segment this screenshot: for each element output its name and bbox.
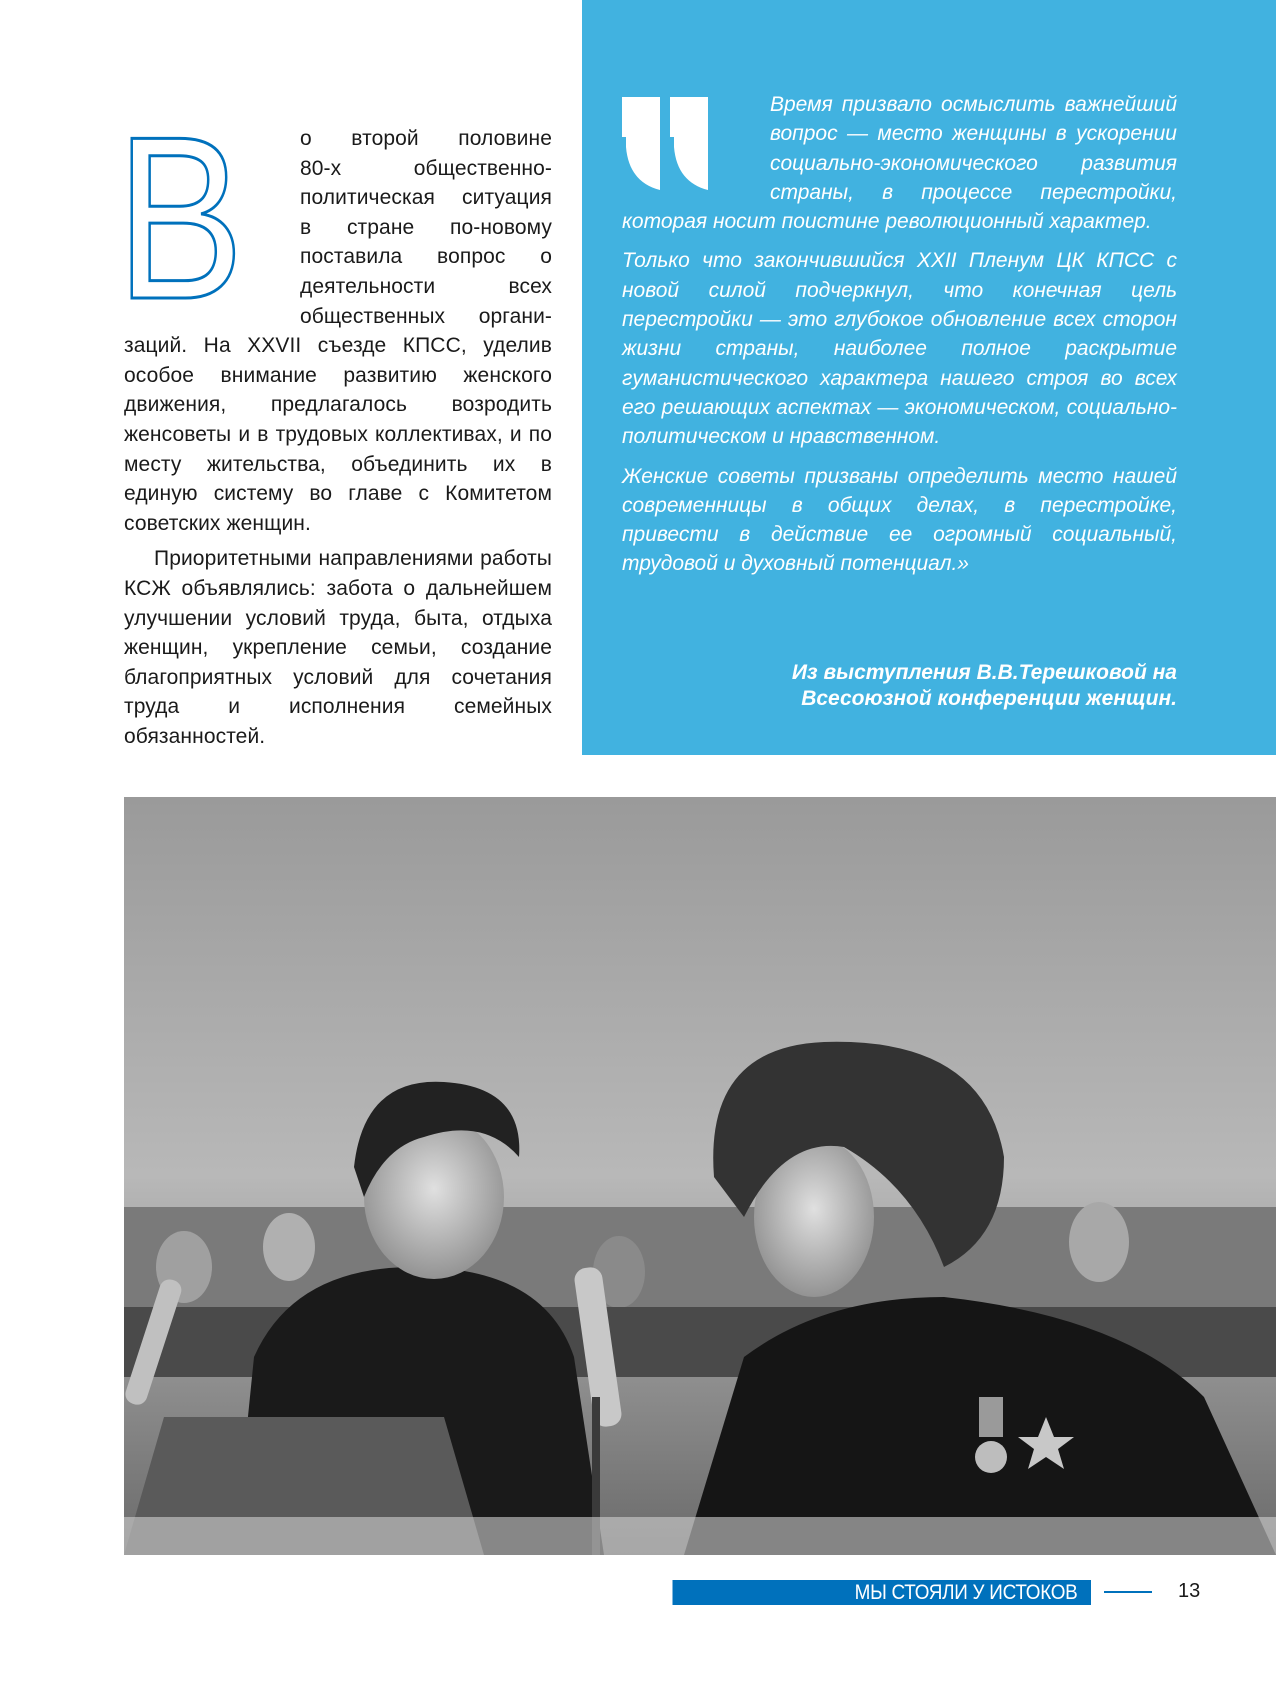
paragraph-1-rest: заций. На XXVII съезде КПСС, уделив особое внимание развитию женского движения, предлагалось возродить женсоветы и в трудовых коллективах, и по месту жительства, объединить их в единую систему во главе с Комитетом советских женщин. [124,334,552,535]
footer-divider [1104,1591,1152,1593]
text-line: общественных органи- [300,304,552,328]
text-line: поставила вопрос о [300,245,552,269]
quote-text [622,90,1177,589]
medal [975,1441,1007,1473]
medal-ribbon [979,1397,1003,1437]
text-line: в стране по-новому [300,215,552,239]
quote-mark-spacer [622,90,770,207]
article-body [124,124,552,751]
paragraph-1-intro [124,124,552,331]
page-number: 13 [1178,1580,1201,1602]
text-line: деятельности всех [300,274,552,298]
photo-image [124,797,1276,1555]
text-line: 80-х общественно- [300,156,552,180]
conference-photo [124,797,1276,1555]
dropcap-text: В [116,89,244,348]
section-title-bar: МЫ СТОЯЛИ У ИСТОКОВ [673,1580,1092,1605]
quote-attribution [622,660,1177,712]
attribution-line-2: Всесоюзной конференции женщин. [801,687,1177,710]
attribution-line-1: Из выступления В.В.Терешковой на [791,661,1177,684]
text-line: о второй половине [300,127,552,150]
paragraph-2: Приоритетными направлениями работы КСЖ объявлялись: забота о дальнейшем улучшении условий труда, быта, отдыха женщин, укрепление семьи, создание благоприятных условий для сочетания труда и исполнения семейных обязанностей. [124,547,552,748]
audience-face [1069,1202,1129,1282]
quote-paragraph-2: Только что закончившийся XXII Пленум ЦК КПСС с новой силой подчеркнул, что конечная цель перестройки — это глубокое обновление всех сторон жизни страны, наиболее полное раскрытие гуманистического характера нашего строя во всех его решающих аспектах — экономическом, социально-политическом и нравственном. [622,249,1177,449]
audience-face [263,1213,315,1281]
text-line: политическая ситуация [300,186,552,210]
quote-paragraph-1: Время призвало осмыслить важнейший вопрос — место женщины в ускорении социально-экономического развития страны, в процессе перестройки, которая носит поистине революционный характер. [622,93,1177,234]
quote-paragraph-3: Женские советы призваны определить место нашей современницы в общих делах, в перестройке, привести в действие ее огромный социальный, трудовой и духовный потенциал.» [622,464,1177,576]
